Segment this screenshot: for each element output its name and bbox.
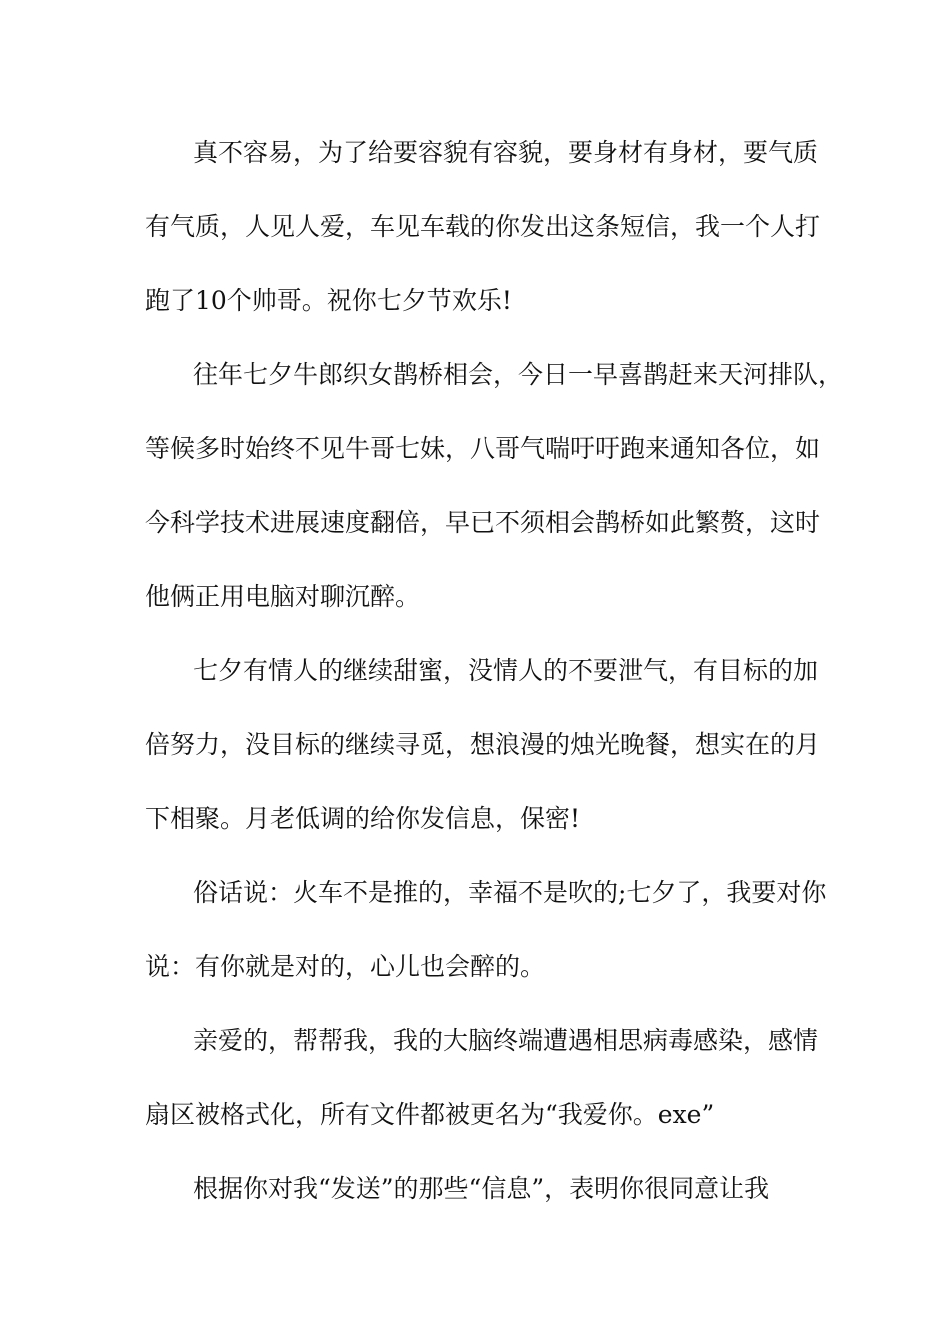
paragraph-2-line-4: 他俩正用电脑对聊沉醉。 xyxy=(145,582,421,611)
paragraph-2-line-1: 往年七夕牛郎织女鹊桥相会，今日一早喜鹊赶来天河排队， xyxy=(193,360,844,389)
paragraph-2-line-3: 今科学技术进展速度翻倍，早已不须相会鹊桥如此繁赘，这时 xyxy=(145,508,821,537)
paragraph-3-line-1: 七夕有情人的继续甜蜜，没情人的不要泄气，有目标的加 xyxy=(193,656,819,685)
paragraph-5-line-2: 扇区被格式化，所有文件都被更名为“我爱你。exe” xyxy=(145,1100,715,1129)
paragraph-1-line-2: 有气质，人见人爱，车见车载的你发出这条短信，我一个人打 xyxy=(145,212,821,241)
paragraph-4-line-1: 俗话说：火车不是推的，幸福不是吹的;七夕了，我要对你 xyxy=(193,878,827,907)
paragraph-3-line-2: 倍努力，没目标的继续寻觅，想浪漫的烛光晚餐，想实在的月 xyxy=(145,730,821,759)
paragraph-1-line-3: 跑了10个帅哥。祝你七夕节欢乐! xyxy=(145,286,512,315)
paragraph-4-line-2: 说：有你就是对的，心儿也会醉的。 xyxy=(145,952,546,981)
paragraph-5-line-1: 亲爱的，帮帮我，我的大脑终端遭遇相思病毒感染，感情 xyxy=(193,1026,819,1055)
paragraph-2-line-2: 等候多时始终不见牛哥七妹，八哥气喘吁吁跑来通知各位，如 xyxy=(145,434,821,463)
paragraph-1-line-1: 真不容易，为了给要容貌有容貌，要身材有身材，要气质 xyxy=(193,138,819,167)
paragraph-3-line-3: 下相聚。月老低调的给你发信息，保密! xyxy=(145,804,581,833)
paragraph-6-line-1: 根据你对我“发送”的那些“信息”，表明你很同意让我 xyxy=(193,1174,770,1203)
